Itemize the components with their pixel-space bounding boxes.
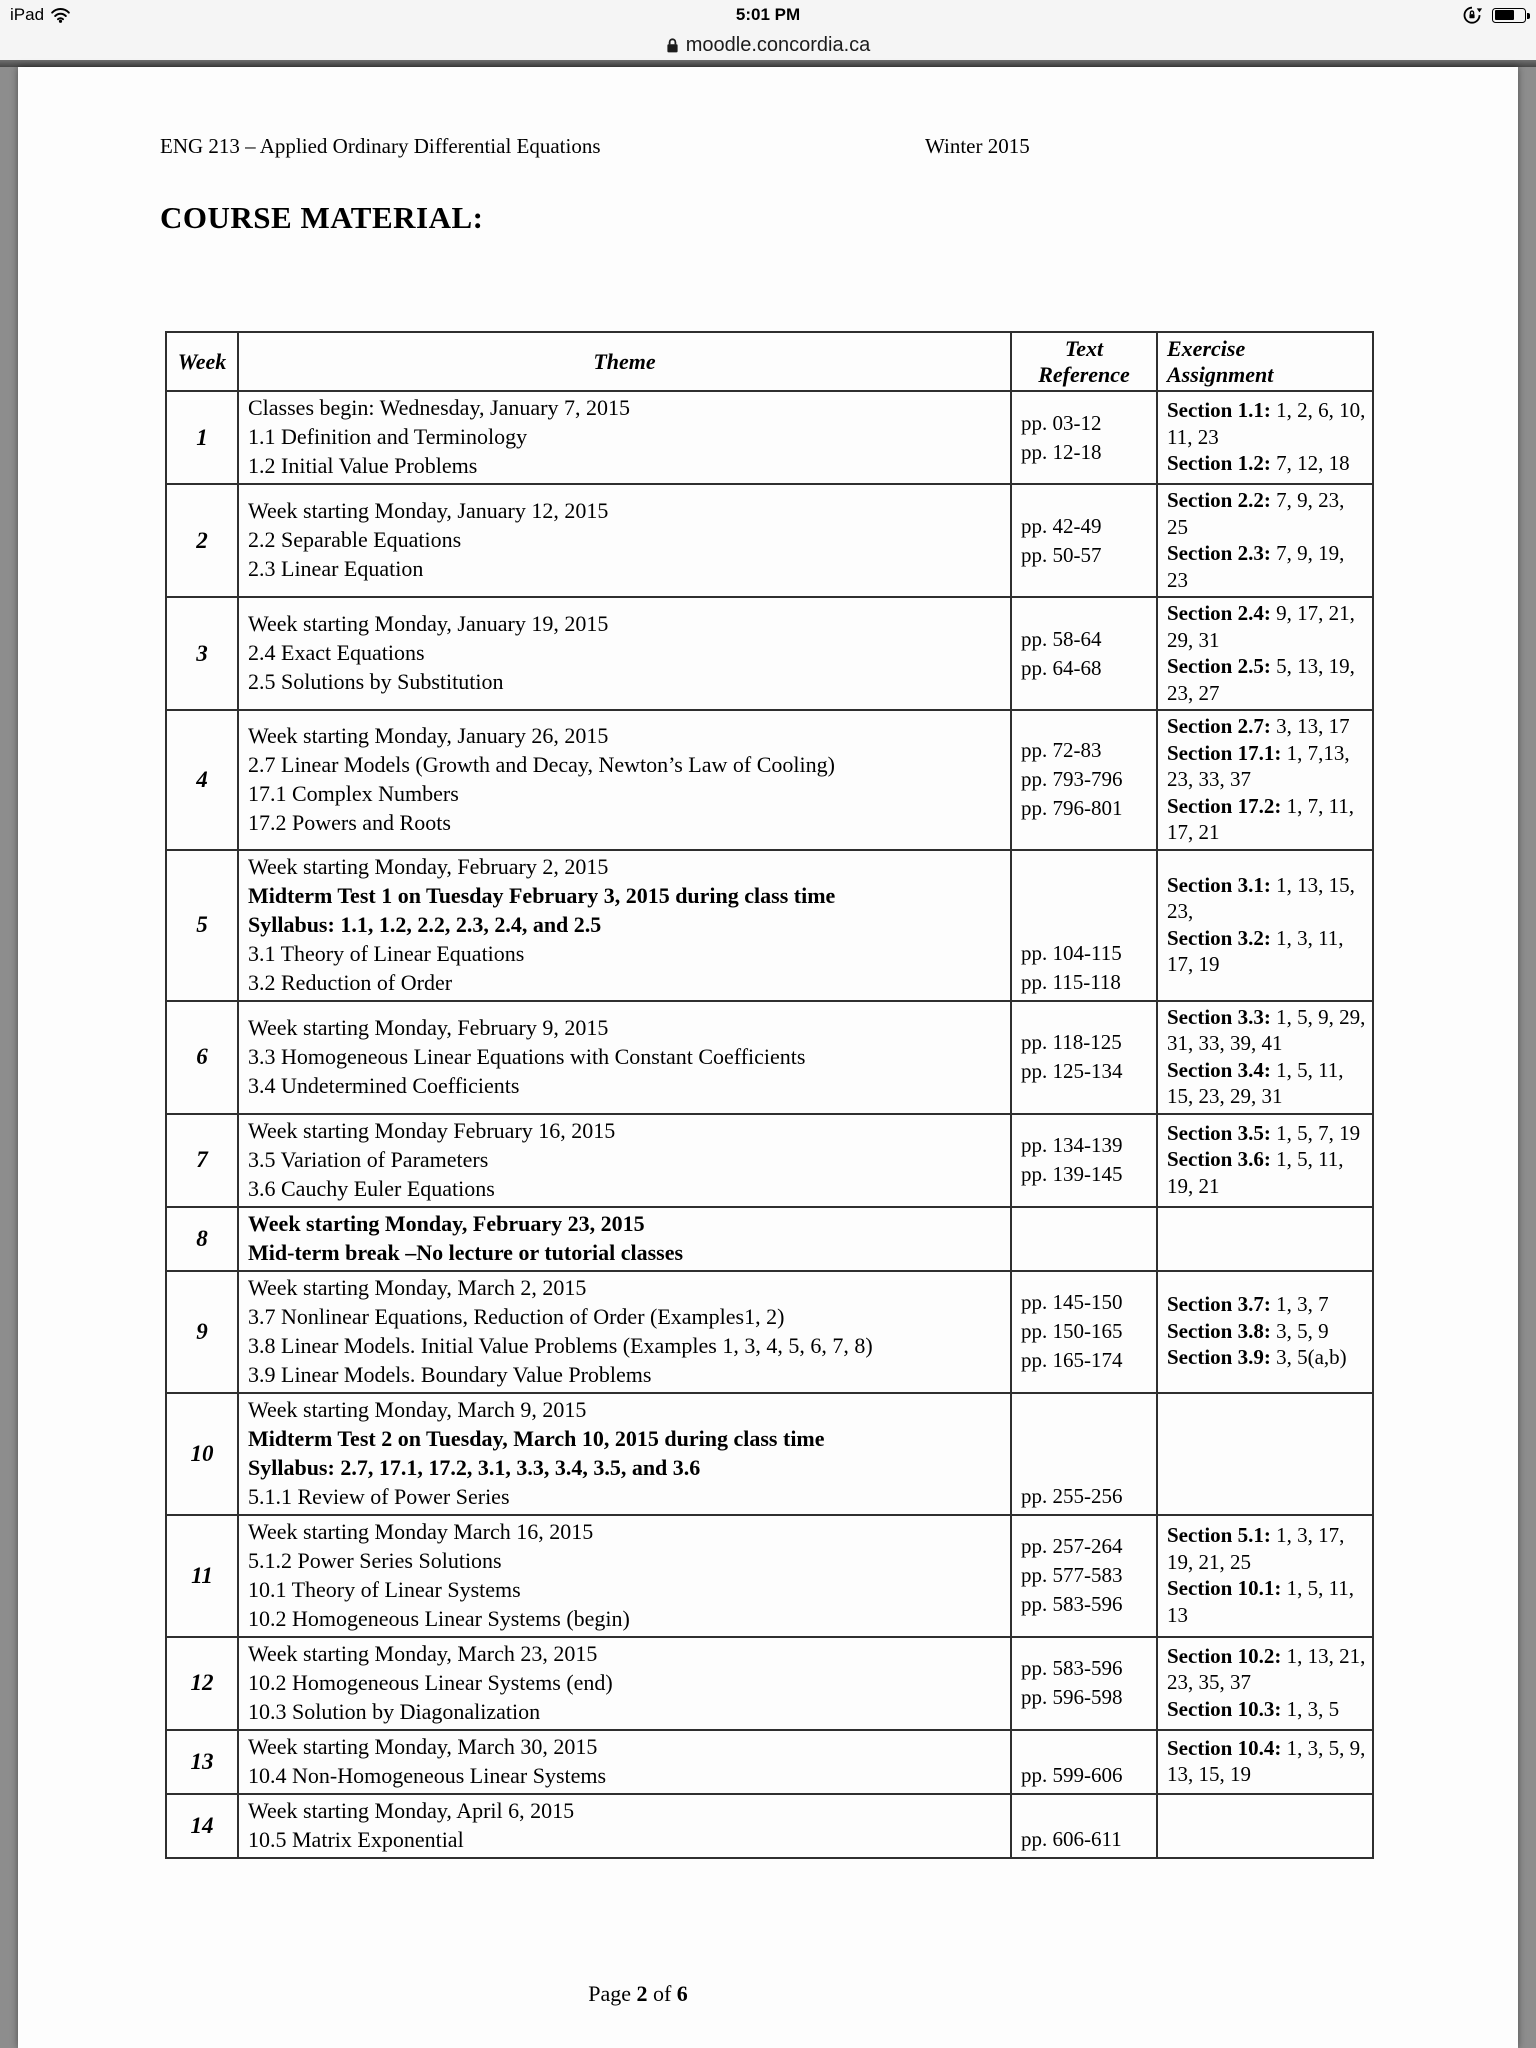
theme-line: Week starting Monday February 16, 2015 [248, 1117, 616, 1143]
lock-icon [666, 37, 679, 54]
theme-line: Week starting Monday, March 2, 2015 [248, 1274, 587, 1300]
theme-line: Week starting Monday, March 30, 2015 [248, 1733, 598, 1759]
theme-line: 17.1 Complex Numbers [248, 780, 459, 806]
theme-cell [238, 1730, 1011, 1794]
exercise-item: Section 3.2: 1, 3, 11, 17, 19 [1167, 925, 1344, 976]
text-reference-cell [1011, 1794, 1157, 1858]
theme-line: Week starting Monday, January 12, 2015 [248, 498, 609, 523]
status-bar [0, 0, 1536, 30]
week-cell: 14 [166, 1794, 238, 1858]
exercise-assignment-cell [1157, 1730, 1373, 1794]
theme-cell [238, 1637, 1011, 1730]
course-title-header: ENG 213 – Applied Ordinary Differential Equations [160, 134, 601, 158]
page-reference: pp. 115-118 [1021, 969, 1121, 994]
table-row [166, 850, 1373, 1001]
week-cell: 11 [166, 1515, 238, 1637]
exercise-item: Section 10.3: 1, 3, 5 [1167, 1696, 1340, 1721]
col-header-theme: Theme [238, 332, 1011, 391]
week-cell: 1 [166, 391, 238, 484]
web-content [0, 67, 1536, 2048]
page-reference: pp. 118-125 [1021, 1030, 1122, 1054]
theme-cell [238, 391, 1011, 484]
table-row [166, 1001, 1373, 1114]
page-reference: pp. 165-174 [1021, 1348, 1123, 1372]
week-cell: 7 [166, 1114, 238, 1207]
theme-line: 1.1 Definition and Terminology [248, 424, 528, 449]
theme-cell [238, 1794, 1011, 1858]
exercise-assignment-cell [1157, 710, 1373, 850]
document-header [160, 134, 1518, 158]
page-reference: pp. 139-145 [1021, 1162, 1123, 1186]
theme-line: 3.2 Reduction of Order [248, 969, 453, 995]
exercise-item: Section 3.8: 3, 5, 9 [1167, 1318, 1329, 1343]
theme-line: Midterm Test 2 on Tuesday, March 10, 2015 during class time [248, 1425, 825, 1451]
theme-cell [238, 1207, 1011, 1271]
week-cell: 8 [166, 1207, 238, 1271]
page-reference: pp. 596-598 [1021, 1685, 1123, 1709]
table-row [166, 1515, 1373, 1637]
theme-line: Week starting Monday, February 2, 2015 [248, 853, 609, 879]
page-reference: pp. 03-12 [1021, 410, 1102, 435]
week-cell: 9 [166, 1271, 238, 1393]
page-reference: pp. 793-796 [1021, 767, 1123, 792]
exercise-assignment-cell [1157, 1001, 1373, 1114]
exercise-item: Section 3.6: 1, 5, 11, 19, 21 [1167, 1147, 1344, 1198]
exercise-item: Section 2.3: 7, 9, 19, 23 [1167, 541, 1345, 592]
table-row [166, 1271, 1373, 1393]
page-reference: pp. 577-583 [1021, 1563, 1123, 1587]
text-reference-cell [1011, 1114, 1157, 1207]
url-domain: moodle.concordia.ca [685, 33, 871, 56]
exercise-assignment-cell [1157, 1207, 1373, 1271]
page-reference: pp. 583-596 [1021, 1592, 1123, 1616]
carrier-label: iPad [10, 5, 45, 24]
text-reference-cell [1011, 1271, 1157, 1393]
theme-line: 3.5 Variation of Parameters [248, 1146, 489, 1172]
text-reference-cell [1011, 391, 1157, 484]
page-footer: Page 2 of 6 [588, 1980, 688, 2006]
week-cell: 13 [166, 1730, 238, 1794]
text-reference-cell [1011, 1393, 1157, 1515]
theme-line: 2.3 Linear Equation [248, 556, 424, 581]
course-material-table [165, 331, 1374, 1859]
theme-cell [238, 1393, 1011, 1515]
page-reference: pp. 125-134 [1021, 1059, 1123, 1083]
exercise-assignment-cell [1157, 1637, 1373, 1730]
theme-line: Week starting Monday March 16, 2015 [248, 1518, 594, 1544]
exercise-item: Section 2.5: 5, 13, 19, 23, 27 [1167, 654, 1355, 705]
exercise-item: Section 1.1: 1, 2, 6, 10, 11, 23 [1167, 398, 1366, 449]
theme-line: 5.1.1 Review of Power Series [248, 1483, 510, 1509]
text-reference-cell [1011, 1637, 1157, 1730]
table-row [166, 1207, 1373, 1271]
exercise-assignment-cell [1157, 391, 1373, 484]
table-row [166, 484, 1373, 597]
pdf-document [18, 67, 1518, 2048]
theme-line: 2.2 Separable Equations [248, 527, 462, 552]
week-cell: 12 [166, 1637, 238, 1730]
theme-line: 10.4 Non-Homogeneous Linear Systems [248, 1762, 607, 1788]
text-reference-cell [1011, 1001, 1157, 1114]
safari-chrome [0, 0, 1536, 60]
theme-line: 10.1 Theory of Linear Systems [248, 1576, 521, 1602]
theme-line: 10.5 Matrix Exponential [248, 1826, 464, 1852]
exercise-assignment-cell [1157, 484, 1373, 597]
week-cell: 6 [166, 1001, 238, 1114]
exercise-item: Section 3.9: 3, 5(a,b) [1167, 1345, 1347, 1370]
exercise-item: Section 2.2: 7, 9, 23, 25 [1167, 488, 1345, 539]
theme-line: Week starting Monday, February 9, 2015 [248, 1014, 609, 1040]
theme-line: 3.3 Homogeneous Linear Equations with Constant Coefficients [248, 1043, 806, 1069]
page-reference: pp. 583-596 [1021, 1656, 1123, 1680]
theme-cell [238, 597, 1011, 710]
table-row [166, 1114, 1373, 1207]
exercise-assignment-cell [1157, 1393, 1373, 1515]
theme-line: Week starting Monday, March 9, 2015 [248, 1396, 587, 1422]
week-cell: 10 [166, 1393, 238, 1515]
text-reference-cell [1011, 484, 1157, 597]
theme-line: Week starting Monday, April 6, 2015 [248, 1797, 575, 1823]
exercise-item: Section 10.4: 1, 3, 5, 9, 13, 15, 19 [1167, 1735, 1366, 1786]
week-cell: 4 [166, 710, 238, 850]
table-row [166, 710, 1373, 850]
exercise-assignment-cell [1157, 597, 1373, 710]
theme-line: 10.2 Homogeneous Linear Systems (begin) [248, 1605, 630, 1631]
exercise-item: Section 2.7: 3, 13, 17 [1167, 714, 1350, 738]
exercise-assignment-cell [1157, 1271, 1373, 1393]
theme-line: Syllabus: 2.7, 17.1, 17.2, 3.1, 3.3, 3.4, 3.5, and 3.6 [248, 1454, 701, 1480]
page-reference: pp. 50-57 [1021, 542, 1102, 567]
exercise-item: Section 3.7: 1, 3, 7 [1167, 1292, 1329, 1317]
page-total: 6 [676, 1980, 688, 2006]
week-cell: 5 [166, 850, 238, 1001]
page-reference: pp. 72-83 [1021, 738, 1102, 763]
theme-line: 10.3 Solution by Diagonalization [248, 1698, 541, 1724]
exercise-item: Section 10.2: 1, 13, 21, 23, 35, 37 [1167, 1643, 1366, 1695]
page-reference: pp. 12-18 [1021, 439, 1102, 464]
table-row [166, 597, 1373, 710]
theme-cell [238, 1515, 1011, 1637]
table-header-row [166, 332, 1373, 391]
page-reference: pp. 257-264 [1021, 1534, 1123, 1558]
theme-line: 2.7 Linear Models (Growth and Decay, Newton’s Law of Cooling) [248, 751, 835, 777]
text-reference-cell [1011, 597, 1157, 710]
text-reference-cell [1011, 850, 1157, 1001]
page-reference: pp. 150-165 [1021, 1319, 1123, 1343]
table-row [166, 1794, 1373, 1858]
theme-line: 1.2 Initial Value Problems [248, 453, 478, 478]
exercise-item: Section 17.1: 1, 7,13, 23, 33, 37 [1167, 740, 1350, 791]
exercise-assignment-cell [1157, 1114, 1373, 1207]
page-number: 2 [636, 1980, 648, 2006]
theme-cell [238, 484, 1011, 597]
col-header-week: Week [166, 332, 238, 391]
theme-line: 3.9 Linear Models. Boundary Value Problems [248, 1361, 652, 1387]
exercise-item: Section 10.1: 1, 5, 11, 13 [1167, 1576, 1355, 1627]
text-reference-cell [1011, 1730, 1157, 1794]
theme-line: 3.4 Undetermined Coefficients [248, 1072, 520, 1098]
page-reference: pp. 255-256 [1021, 1483, 1123, 1508]
exercise-assignment-cell [1157, 1794, 1373, 1858]
theme-line: Mid-term break –No lecture or tutorial classes [248, 1239, 684, 1265]
col-header-exercise-assignment: Exercise Assignment [1157, 332, 1373, 391]
theme-line: 2.5 Solutions by Substitution [248, 669, 504, 694]
page-reference: pp. 58-64 [1021, 626, 1102, 651]
exercise-item: Section 3.3: 1, 5, 9, 29, 31, 33, 39, 41 [1167, 1004, 1366, 1055]
table-row [166, 1637, 1373, 1730]
page-reference: pp. 104-115 [1021, 940, 1122, 965]
theme-cell [238, 850, 1011, 1001]
text-reference-cell [1011, 1515, 1157, 1637]
page-reference: pp. 64-68 [1021, 655, 1102, 680]
exercise-item: Section 17.2: 1, 7, 11, 17, 21 [1167, 793, 1355, 844]
week-cell: 3 [166, 597, 238, 710]
term-header: Winter 2015 [925, 134, 1030, 158]
page-reference: pp. 606-611 [1021, 1826, 1122, 1851]
battery-icon [1492, 8, 1526, 23]
page-reference: pp. 42-49 [1021, 513, 1102, 538]
theme-line: 3.6 Cauchy Euler Equations [248, 1175, 495, 1201]
theme-line: Week starting Monday, January 19, 2015 [248, 611, 609, 636]
theme-line: 5.1.2 Power Series Solutions [248, 1547, 502, 1573]
url-bar[interactable] [0, 30, 1536, 60]
theme-line: 17.2 Powers and Roots [248, 809, 451, 835]
status-time: 5:01 PM [735, 5, 801, 24]
text-reference-cell [1011, 710, 1157, 850]
exercise-item: Section 2.4: 9, 17, 21, 29, 31 [1167, 601, 1355, 652]
toolbar-shadow [0, 60, 1536, 67]
theme-line: Week starting Monday, January 26, 2015 [248, 722, 609, 748]
table-row [166, 1730, 1373, 1794]
theme-line: Week starting Monday, February 23, 2015 [248, 1210, 645, 1236]
exercise-assignment-cell [1157, 1515, 1373, 1637]
theme-line: Midterm Test 1 on Tuesday February 3, 2015 during class time [248, 882, 836, 908]
exercise-item: Section 3.4: 1, 5, 11, 15, 23, 29, 31 [1167, 1057, 1344, 1108]
theme-line: 10.2 Homogeneous Linear Systems (end) [248, 1669, 613, 1695]
theme-line: 2.4 Exact Equations [248, 640, 425, 665]
theme-line: Syllabus: 1.1, 1.2, 2.2, 2.3, 2.4, and 2.5 [248, 911, 602, 937]
week-cell: 2 [166, 484, 238, 597]
theme-line: 3.7 Nonlinear Equations, Reduction of Order (Examples1, 2) [248, 1303, 785, 1329]
table-row [166, 391, 1373, 484]
exercise-item: Section 5.1: 1, 3, 17, 19, 21, 25 [1167, 1523, 1345, 1574]
text-reference-cell [1011, 1207, 1157, 1271]
page-reference: pp. 134-139 [1021, 1133, 1123, 1157]
exercise-item: Section 3.5: 1, 5, 7, 19 [1167, 1120, 1361, 1145]
theme-line: 3.8 Linear Models. Initial Value Problems (Examples 1, 3, 4, 5, 6, 7, 8) [248, 1332, 873, 1358]
exercise-item: Section 1.2: 7, 12, 18 [1167, 451, 1350, 476]
col-header-text-reference: Text Reference [1011, 332, 1157, 391]
theme-line: Week starting Monday, March 23, 2015 [248, 1640, 598, 1666]
rotation-lock-icon [1461, 4, 1483, 26]
theme-cell [238, 1271, 1011, 1393]
table-row [166, 1393, 1373, 1515]
page-reference: pp. 599-606 [1021, 1762, 1123, 1787]
page-reference: pp. 796-801 [1021, 796, 1123, 821]
theme-line: Classes begin: Wednesday, January 7, 2015 [248, 395, 630, 420]
page-reference: pp. 145-150 [1021, 1290, 1123, 1314]
exercise-item: Section 3.1: 1, 13, 15, 23, [1167, 872, 1355, 923]
section-title: COURSE MATERIAL: [160, 200, 484, 235]
theme-line: 3.1 Theory of Linear Equations [248, 940, 525, 966]
theme-cell [238, 1114, 1011, 1207]
theme-cell [238, 1001, 1011, 1114]
theme-cell [238, 710, 1011, 850]
exercise-assignment-cell [1157, 850, 1373, 1001]
